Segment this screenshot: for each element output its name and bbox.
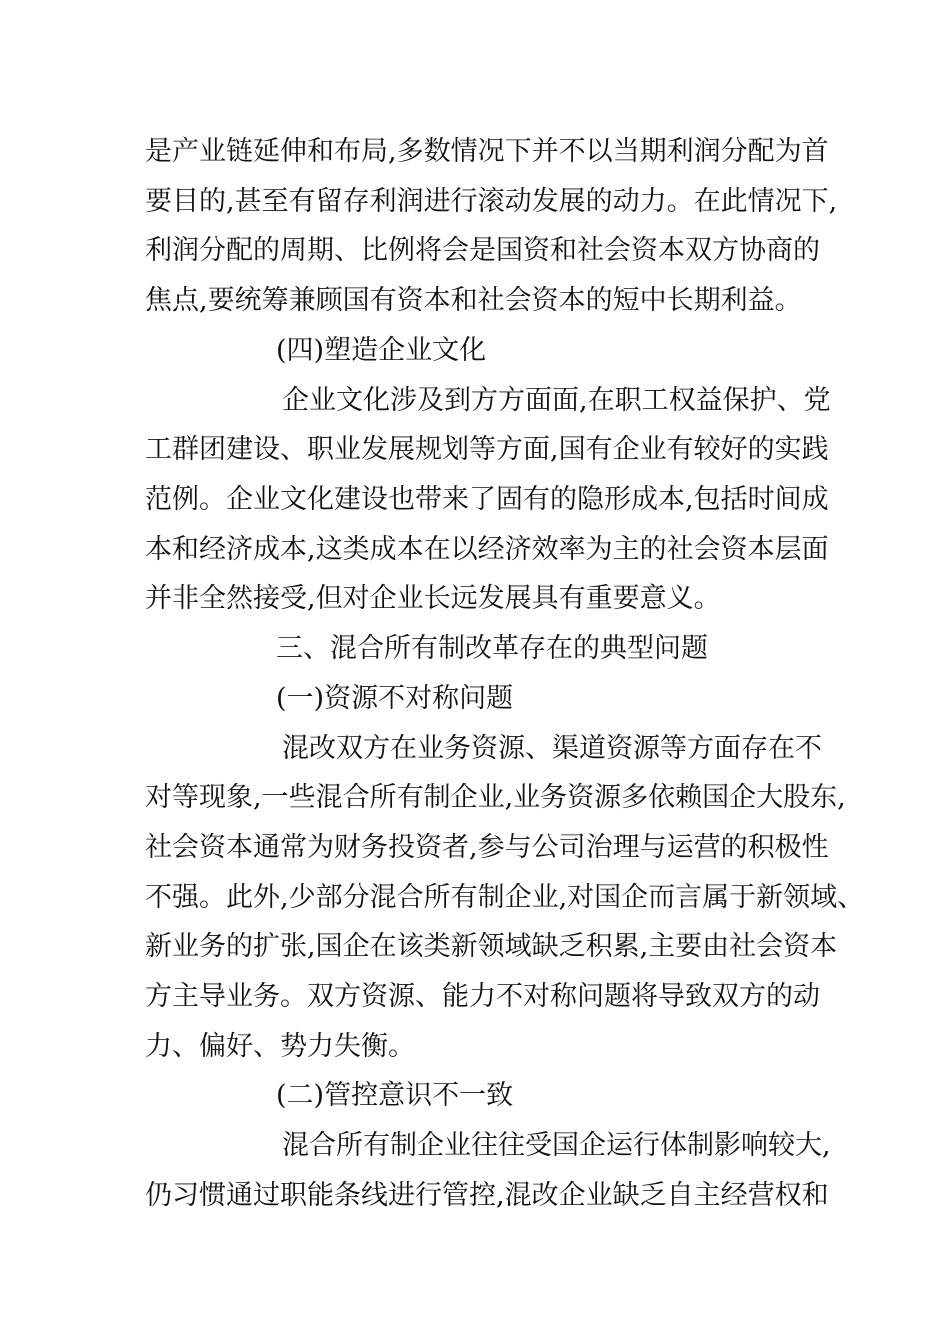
body-line: 新业务的扩张,国企在该类新领域缺乏积累,主要由社会资本	[145, 931, 838, 962]
body-line: 要目的,甚至有留存利润进行滚动发展的动力。在此情况下,	[145, 186, 838, 217]
body-line: 利润分配的周期、比例将会是国资和社会资本双方协商的	[145, 235, 820, 266]
body-line: 对等现象,一些混合所有制企业,业务资源多依赖国企大股东,	[145, 782, 846, 813]
section-heading: (一)资源不对称问题	[276, 683, 514, 714]
chapter-heading: 三、混合所有制改革存在的典型问题	[276, 633, 708, 664]
body-line: 范例。企业文化建设也带来了固有的隐形成本,包括时间成	[145, 484, 829, 515]
body-line: 并非全然接受,但对企业长远发展具有重要意义。	[145, 583, 721, 614]
body-line: 混改双方在业务资源、渠道资源等方面存在不	[282, 733, 822, 764]
body-line: 混合所有制企业往往受国企运行体制影响较大,	[282, 1130, 831, 1161]
body-line: 本和经济成本,这类成本在以经济效率为主的社会资本层面	[145, 534, 829, 565]
section-heading: (四)塑造企业文化	[276, 335, 487, 366]
body-line: 不强。此外,少部分混合所有制企业,对国企而言属于新领域、	[145, 882, 865, 913]
body-line: 社会资本通常为财务投资者,参与公司治理与运营的积极性	[145, 832, 829, 863]
section-heading: (二)管控意识不一致	[276, 1080, 514, 1111]
body-line: 是产业链延伸和布局,多数情况下并不以当期利润分配为首	[145, 136, 829, 167]
body-line: 企业文化涉及到方方面面,在职工权益保护、党	[282, 385, 831, 416]
body-line: 力、偏好、势力失衡。	[145, 1031, 415, 1062]
body-line: 工群团建设、职业发展规划等方面,国有企业有较好的实践	[145, 434, 829, 465]
body-line: 仍习惯通过职能条线进行管控,混改企业缺乏自主经营权和	[145, 1180, 829, 1211]
body-line: 焦点,要统筹兼顾国有资本和社会资本的短中长期利益。	[145, 285, 802, 316]
body-line: 方主导业务。双方资源、能力不对称问题将导致双方的动	[145, 981, 820, 1012]
